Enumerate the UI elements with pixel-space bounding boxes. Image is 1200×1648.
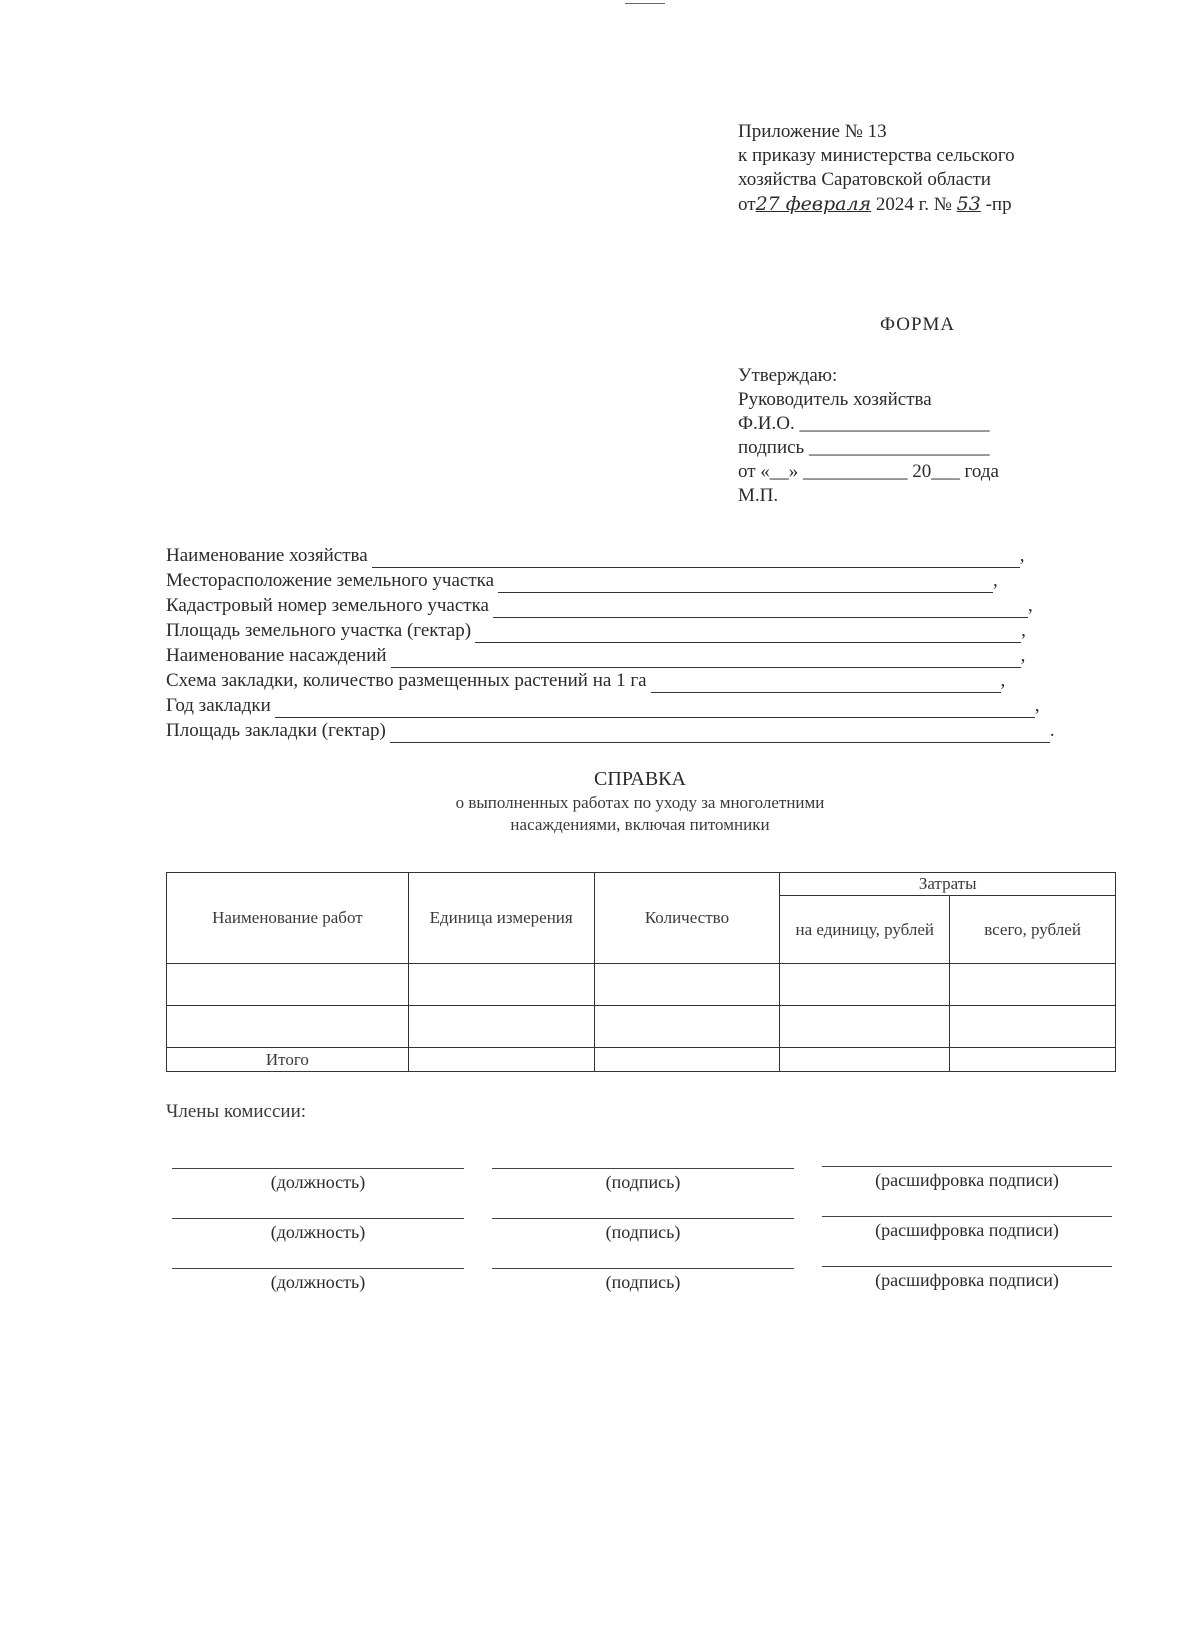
field-end: , — [1020, 645, 1026, 666]
field-cadastral-number — [166, 594, 1033, 618]
signature-line-decoding[interactable] — [822, 1266, 1112, 1267]
table-cell[interactable] — [594, 964, 780, 1006]
signature-line-sign[interactable] — [492, 1168, 794, 1169]
table-cell[interactable] — [408, 1048, 594, 1072]
table-cell[interactable] — [594, 1006, 780, 1048]
table-cell[interactable] — [780, 1048, 950, 1072]
table-row — [167, 964, 1116, 1006]
certificate-subtitle-1: о выполненных работах по уходу за многолетними — [455, 793, 825, 812]
approval-line-1: Утверждаю: — [738, 365, 838, 386]
field-input-line[interactable] — [493, 599, 1028, 618]
header-work-name: Наименование работ — [167, 873, 409, 964]
signature-line-position[interactable] — [172, 1268, 464, 1269]
field-end: . — [1049, 720, 1055, 741]
table-cell[interactable] — [950, 964, 1116, 1006]
field-planting-scheme — [166, 669, 1005, 693]
label-decoding: (расшифровка подписи) — [875, 1170, 1059, 1190]
appendix-line-2: к приказу министерства сельского — [738, 145, 1015, 166]
field-end: , — [1021, 620, 1026, 641]
table-cell[interactable] — [950, 1048, 1116, 1072]
field-label: Год закладки — [166, 695, 271, 716]
label-decoding: (расшифровка подписи) — [875, 1270, 1059, 1290]
field-label: Кадастровый номер земельного участка — [166, 595, 489, 616]
field-end: , — [993, 570, 998, 591]
field-input-line[interactable] — [498, 574, 993, 593]
date-prefix: от — [738, 194, 756, 215]
field-end: , — [1034, 695, 1040, 716]
label-signature: (подпись) — [605, 1172, 681, 1192]
field-land-location — [166, 569, 998, 593]
header-total: всего, рублей — [950, 896, 1116, 964]
appendix-block — [738, 120, 1015, 217]
appendix-line-1: Приложение № 13 — [738, 121, 887, 142]
header-quantity: Количество — [594, 873, 780, 964]
field-end: , — [1027, 595, 1033, 616]
approval-fio: Ф.И.О. ____________________ — [738, 413, 990, 434]
total-label: Итого — [167, 1048, 409, 1072]
field-input-line[interactable] — [651, 674, 1001, 693]
field-label: Схема закладки, количество размещенных растений на 1 га — [166, 670, 647, 691]
field-land-area — [166, 619, 1026, 643]
label-decoding: (расшифровка подписи) — [875, 1220, 1059, 1240]
table-cell[interactable] — [950, 1006, 1116, 1048]
label-signature: (подпись) — [605, 1272, 681, 1292]
signature-line-decoding[interactable] — [822, 1166, 1112, 1167]
approval-signature: подпись ___________________ — [738, 437, 990, 458]
handwritten-date: 27 февраля — [755, 193, 872, 215]
table-cell[interactable] — [167, 964, 409, 1006]
label-position: (должность) — [270, 1172, 366, 1192]
label-signature: (подпись) — [605, 1222, 681, 1242]
header-costs: Затраты — [780, 873, 1116, 896]
certificate-subtitle-2: насаждениями, включая питомники — [510, 815, 770, 834]
table-cell[interactable] — [408, 1006, 594, 1048]
number-suffix: -пр — [985, 194, 1012, 215]
field-label: Площадь земельного участка (гектар) — [166, 620, 472, 641]
field-input-line[interactable] — [372, 549, 1020, 568]
field-label: Площадь закладки (гектар) — [166, 720, 386, 741]
header-per-unit: на единицу, рублей — [780, 896, 950, 964]
table-cell[interactable] — [594, 1048, 780, 1072]
field-label: Наименование насаждений — [166, 645, 387, 666]
approval-block — [738, 364, 999, 508]
table-total-row — [167, 1048, 1116, 1072]
handwritten-number: 53 — [956, 193, 981, 215]
field-input-line[interactable] — [391, 649, 1021, 668]
table-cell[interactable] — [167, 1006, 409, 1048]
field-plantation-name — [166, 644, 1025, 668]
field-label: Месторасположение земельного участка — [166, 570, 495, 591]
page-top-mark — [625, 0, 665, 4]
appendix-line-3: хозяйства Саратовской области — [738, 169, 991, 190]
field-planting-area — [166, 719, 1055, 743]
certificate-title: СПРАВКА — [594, 768, 686, 790]
approval-seal: М.П. — [738, 485, 779, 506]
commission-label: Члены комиссии: — [166, 1101, 307, 1122]
field-end: , — [1000, 670, 1006, 691]
table-header-row — [167, 873, 1116, 896]
signature-line-position[interactable] — [172, 1218, 464, 1219]
field-farm-name — [166, 544, 1024, 568]
table-cell[interactable] — [780, 1006, 950, 1048]
signature-line-position[interactable] — [172, 1168, 464, 1169]
works-table — [166, 872, 1116, 1072]
signature-line-sign[interactable] — [492, 1268, 794, 1269]
field-end: , — [1019, 545, 1025, 566]
field-planting-year — [166, 694, 1040, 718]
table-row — [167, 1006, 1116, 1048]
signature-line-decoding[interactable] — [822, 1216, 1112, 1217]
approval-date: от «__» ___________ 20___ года — [738, 461, 999, 482]
table-cell[interactable] — [408, 964, 594, 1006]
signature-line-sign[interactable] — [492, 1218, 794, 1219]
form-label: ФОРМА — [880, 314, 956, 335]
label-position: (должность) — [270, 1272, 366, 1292]
field-input-line[interactable] — [475, 624, 1021, 643]
field-label: Наименование хозяйства — [166, 545, 368, 566]
date-mid: 2024 г. № — [875, 194, 952, 215]
header-unit: Единица измерения — [408, 873, 594, 964]
table-cell[interactable] — [780, 964, 950, 1006]
approval-line-2: Руководитель хозяйства — [738, 389, 932, 410]
label-position: (должность) — [270, 1222, 366, 1242]
appendix-date-line — [738, 192, 1015, 217]
field-input-line[interactable] — [275, 699, 1035, 718]
field-input-line[interactable] — [390, 724, 1050, 743]
